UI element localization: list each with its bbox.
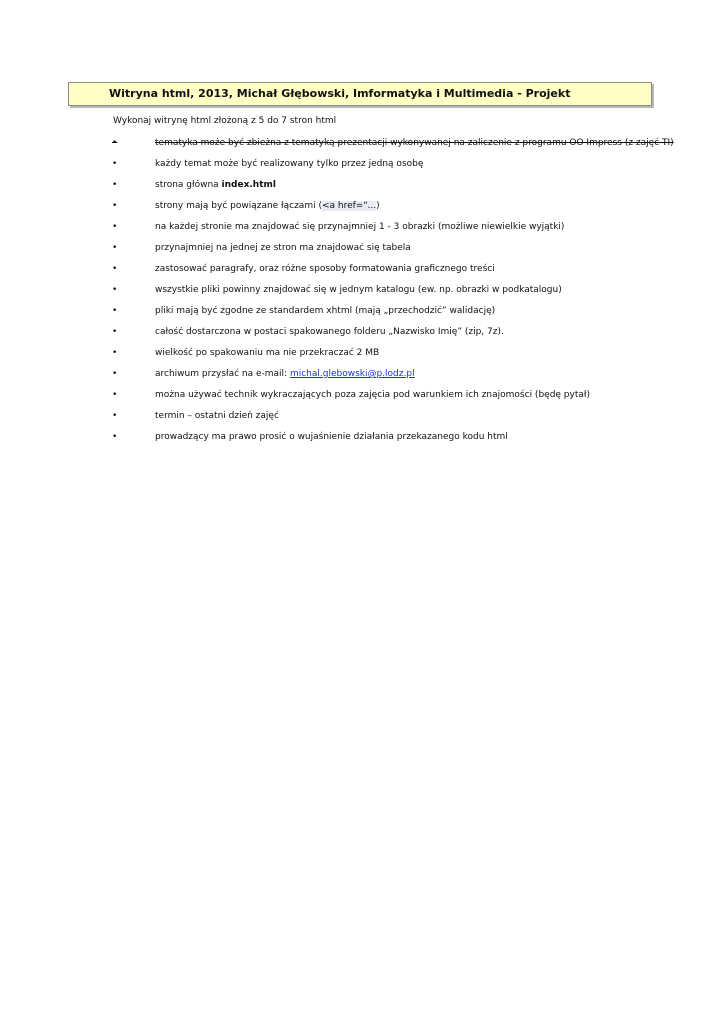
list-item-archive bbox=[0, 327, 724, 341]
bullet-icon: • bbox=[112, 138, 118, 148]
list-item-text: prowadzący ma prawo prosić o wujaśnienie działania przekazanego kodu html bbox=[155, 432, 508, 442]
list-item-images bbox=[0, 222, 724, 236]
list-item-links bbox=[0, 201, 724, 215]
bullet-icon: • bbox=[112, 222, 118, 232]
email-link[interactable]: michal.glebowski@p.lodz.pl bbox=[289, 369, 415, 379]
list-item-techniques bbox=[0, 390, 724, 404]
list-item-text: wielkość po spakowaniu ma nie przekraczać 2 MB bbox=[155, 348, 380, 358]
list-item-text: na każdej stronie ma znajdować się przynajmniej 1 - 3 obrazki (możliwe niewielkie wyjątki) bbox=[155, 222, 565, 232]
list-item-single-author bbox=[0, 159, 724, 173]
list-item-text: tematyka może być zbieżna z tematyką prezentacji wykonywanej na zaliczenie z programu OO Impress (z zajęć TI) bbox=[155, 138, 674, 148]
bullet-icon: • bbox=[112, 348, 118, 358]
list-item-formatting bbox=[0, 264, 724, 278]
list-item-size bbox=[0, 348, 724, 362]
list-item-text bbox=[155, 369, 415, 379]
bullet-icon: • bbox=[112, 264, 118, 274]
list-item-directory bbox=[0, 285, 724, 299]
list-item-suffix: ) bbox=[376, 201, 380, 211]
list-item-text: całość dostarczona w postaci spakowanego folderu „Nazwisko Imię” (zip, 7z). bbox=[155, 327, 504, 337]
bullet-icon: • bbox=[112, 327, 118, 337]
list-item-prefix: strony mają być powiązane łączami ( bbox=[155, 201, 322, 211]
list-item-text: można używać technik wykraczających poza zajęcia pod warunkiem ich znajomości (będę pytał) bbox=[155, 390, 590, 400]
list-item-text: przynajmniej na jednej ze stron ma znajdować się tabela bbox=[155, 243, 411, 253]
list-item-text: zastosować paragrafy, oraz różne sposoby formatowania graficznego treści bbox=[155, 264, 495, 274]
list-item-prefix: archiwum przysłać na e-mail: bbox=[155, 369, 290, 379]
bullet-icon: • bbox=[112, 159, 118, 169]
list-item-topic bbox=[0, 138, 724, 152]
bullet-icon: • bbox=[112, 201, 118, 211]
title-box bbox=[68, 82, 652, 106]
bullet-icon: • bbox=[112, 285, 118, 295]
list-item-text: termin – ostatni dzień zajęć bbox=[155, 411, 279, 421]
list-item-prefix: strona główna bbox=[155, 180, 222, 190]
list-item-text bbox=[155, 201, 380, 211]
bullet-icon: • bbox=[112, 432, 118, 442]
index-filename: index.html bbox=[221, 180, 276, 190]
list-item-deadline bbox=[0, 411, 724, 425]
list-item-table bbox=[0, 243, 724, 257]
list-item-text: każdy temat może być realizowany tylko przez jedną osobę bbox=[155, 159, 424, 169]
bullet-icon: • bbox=[112, 369, 118, 379]
list-item-main-page bbox=[0, 180, 724, 194]
bullet-icon: • bbox=[112, 411, 118, 421]
list-item-text: pliki mają być zgodne ze standardem xhtml (mają „przechodzić” walidację) bbox=[155, 306, 496, 316]
list-item-xhtml bbox=[0, 306, 724, 320]
bullet-icon: • bbox=[112, 390, 118, 400]
bullet-icon: • bbox=[112, 180, 118, 190]
list-item-explanation bbox=[0, 432, 724, 446]
document-title: Witryna html, 2013, Michał Głębowski, Imformatyka i Multimedia - Projekt bbox=[109, 87, 571, 100]
list-item-email bbox=[0, 369, 724, 383]
bullet-icon: • bbox=[112, 243, 118, 253]
anchor-code-snippet: <a href="... bbox=[321, 201, 377, 211]
list-item-text: wszystkie pliki powinny znajdować się w jednym katalogu (ew. np. obrazki w podkatalogu) bbox=[155, 285, 562, 295]
list-item-text bbox=[155, 180, 276, 190]
bullet-icon: • bbox=[112, 306, 118, 316]
intro-text: Wykonaj witrynę html złożoną z 5 do 7 stron html bbox=[113, 116, 337, 126]
